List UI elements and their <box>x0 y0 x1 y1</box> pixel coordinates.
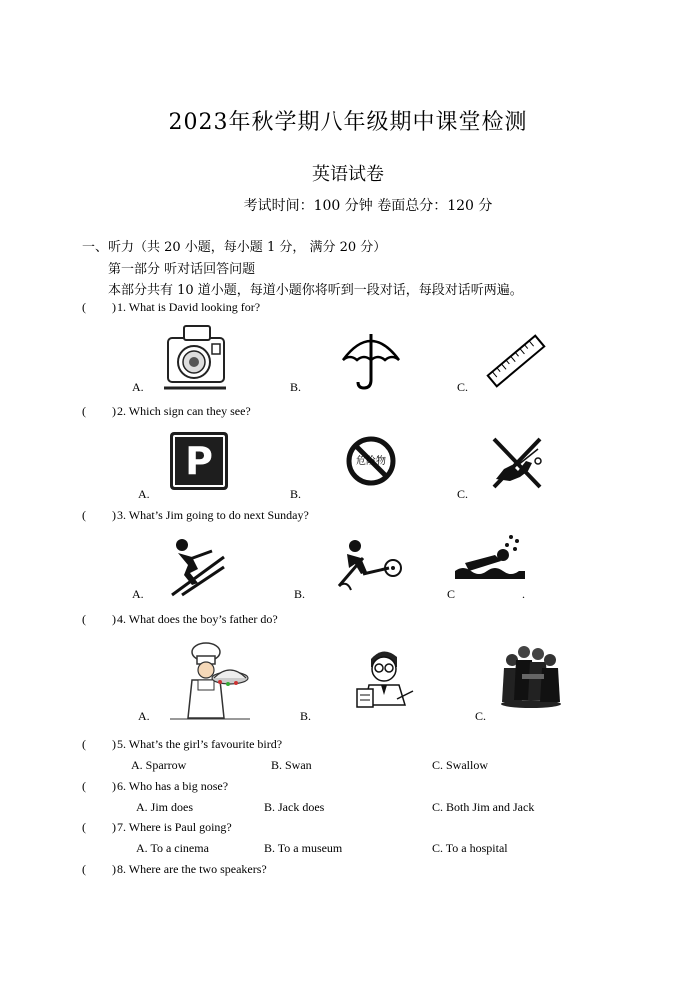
question-text: 3. What’s Jim going to do next Sunday? <box>117 508 309 522</box>
option-c-label: C. <box>457 380 469 394</box>
chef-icon <box>170 642 250 720</box>
answer-bracket-close: ) <box>112 612 116 626</box>
no-fishing-sign-icon <box>488 435 544 491</box>
page-subtitle: 英语试卷 <box>312 164 384 185</box>
answer-bracket-close: ) <box>112 404 116 418</box>
umbrella-icon <box>340 330 402 392</box>
option-b-label: B. <box>294 587 306 601</box>
option-a-label: A. <box>132 587 144 601</box>
option-a: A. To a cinema <box>136 841 209 855</box>
option-b: B. To a museum <box>264 841 343 855</box>
answer-bracket-close: ) <box>112 737 116 751</box>
answer-bracket-open: ( <box>82 820 86 834</box>
option-a-label: A. <box>138 487 150 501</box>
exam-info: 考试时间：100 分钟 卷面总分：120 分 <box>243 198 493 214</box>
part-title: 第一部分 听对话回答问题 <box>108 262 256 277</box>
option-c: C. Swallow <box>432 758 489 772</box>
trailing-period: . <box>522 587 525 601</box>
option-c: C. To a hospital <box>432 841 508 855</box>
option-a: A. Jim does <box>136 800 193 814</box>
answer-bracket-open: ( <box>82 862 86 876</box>
question-text: 2. Which sign can they see? <box>117 404 251 418</box>
question-text: 6. Who has a big nose? <box>117 779 229 793</box>
option-c: C. Both Jim and Jack <box>432 800 535 814</box>
swimming-icon <box>455 533 525 583</box>
question-text: 5. What’s the girl’s favourite bird? <box>117 737 283 751</box>
answer-bracket-open: ( <box>82 404 86 418</box>
option-b: B. Swan <box>271 758 312 772</box>
answer-bracket-close: ) <box>112 820 116 834</box>
parking-sign-letter: P <box>185 439 213 483</box>
answer-bracket-open: ( <box>82 508 86 522</box>
answer-bracket-close: ) <box>112 300 116 314</box>
option-b-label: B. <box>290 487 302 501</box>
ruler-icon <box>485 330 547 392</box>
police-officers-icon <box>500 640 562 708</box>
option-b: B. Jack does <box>264 800 325 814</box>
camera-icon <box>164 320 228 392</box>
answer-bracket-close: ) <box>112 862 116 876</box>
question-text: 1. What is David looking for? <box>117 300 261 314</box>
skiing-icon <box>168 537 226 597</box>
page-title: 2023年秋学期八年级期中课堂检测 <box>168 110 528 135</box>
question-text: 7. Where is Paul going? <box>117 820 232 834</box>
parking-sign-icon <box>170 432 228 490</box>
option-a-label: A. <box>132 380 144 394</box>
option-b-label: B. <box>300 709 312 723</box>
option-c-label: C. <box>457 487 469 501</box>
option-a-label: A. <box>138 709 150 723</box>
answer-bracket-open: ( <box>82 779 86 793</box>
option-c-label: C. <box>475 709 487 723</box>
answer-bracket-open: ( <box>82 612 86 626</box>
answer-bracket-close: ) <box>112 779 116 793</box>
answer-bracket-open: ( <box>82 300 86 314</box>
answer-bracket-open: ( <box>82 737 86 751</box>
option-c-label: C <box>447 587 456 601</box>
option-a: A. Sparrow <box>131 758 187 772</box>
question-text: 8. Where are the two speakers? <box>117 862 267 876</box>
cycling-icon <box>333 538 403 596</box>
section-heading: 一、听力（共 20 小题，每小题 1 分， 满分 20 分） <box>82 240 387 255</box>
option-b-label: B. <box>290 380 302 394</box>
no-dangerous-goods-sign-icon <box>346 436 396 486</box>
answer-bracket-close: ) <box>112 508 116 522</box>
danger-sign-text: 危险物 <box>356 456 386 467</box>
doctor-icon <box>355 645 415 709</box>
part-instructions: 本部分共有 10 道小题，每道小题你将听到一段对话，每段对话听两遍。 <box>108 283 523 298</box>
question-text: 4. What does the boy’s father do? <box>117 612 278 626</box>
